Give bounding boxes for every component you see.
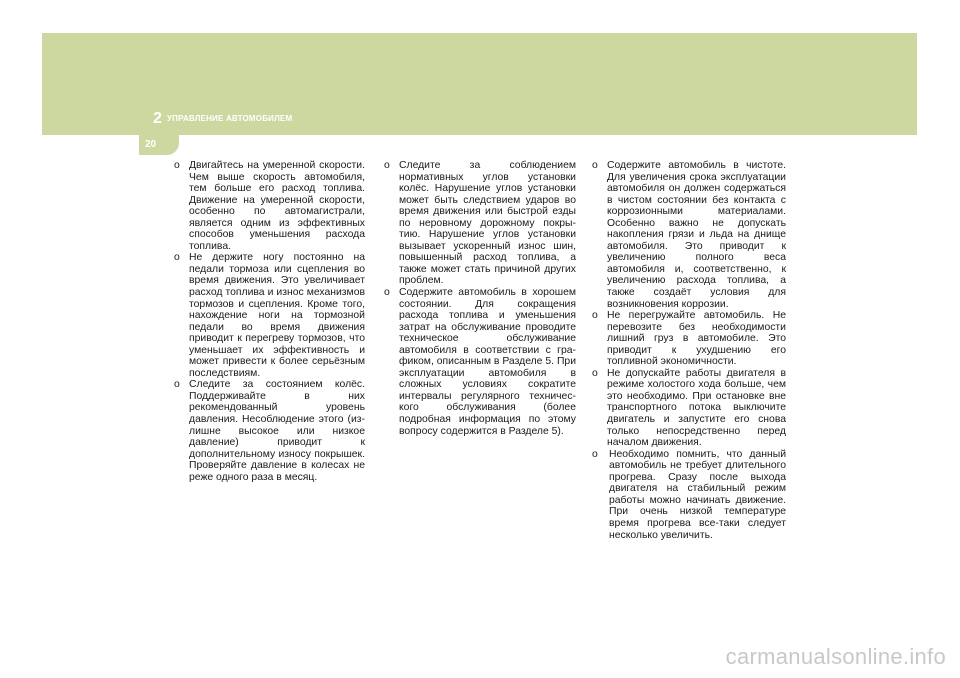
paragraph-text: Необходимо помнить, что данный автомобиль не требует длительного прогрева. Сразу после выхода двигателя на стабильный режим работы можно начинать движение. При очень низкой температуре время прогрева все-таки следует несколько увеличить.	[609, 448, 786, 541]
list-item	[384, 287, 576, 437]
list-item	[592, 310, 786, 368]
paragraph-text: Следите за соблюдением нормативных углов установки колёс. Нарушение углов установки может быть следствием ударов во время движения или быстрой езды по неровному дорожному покрытию. Нарушение углов установки вызывает ускоренный износ шин, повышенный расход топлива, а также может стать причиной других проблем.	[399, 160, 576, 287]
bullet-mark: o	[592, 448, 598, 460]
paragraph-text: Не держите ногу постоянно на педали тормоза или сцепления во время движения. Это увеличивает расход топлива и износ механизмов тормозов и сцепления. Кроме того, нахождение ноги на тормозной педали во время движения приводит к перегреву тормозов, что уменьшает их эффективность и может привести к более серьёзным последствиям.	[189, 252, 365, 379]
text-column-3	[592, 160, 786, 541]
paragraph-text: Двигайтесь на умеренной скорости. Чем выше скорость автомобиля, тем больше его расход топлива. Движение на умеренной скорости, особенно по автомагистрали, является одним из эффективных способов уменьшения расхода топлива.	[189, 160, 365, 252]
paragraph-text: Содержите автомобиль в чистоте. Для увеличения срока эксплуатации автомобиля он должен содержаться в чистом состоянии без контакта с коррозионными материалами. Особенно важно не допускать накопления грязи и льда на днище автомобиля. Это приводит к увеличению полного веса автомобиля и, соответственно, к увеличению расхода топлива, а также создаёт условия для возникновения коррозии.	[607, 160, 786, 310]
bullet-mark: o	[174, 160, 180, 171]
paragraph-text: Не допускайте работы двигателя в режиме холостого хода больше, чем это необходимо. При остановке вне транспортного потока выключите двигатель и запустите его снова только непосредственно перед началом движения.	[607, 367, 786, 449]
bullet-mark: o	[174, 379, 180, 391]
page-number: 20	[145, 139, 157, 150]
bullet-mark: o	[592, 367, 598, 379]
watermark: carmanualsonline.info	[725, 644, 946, 669]
text-column-2	[384, 160, 576, 437]
bullet-mark: o	[174, 252, 180, 264]
bullet-mark: o	[384, 160, 390, 171]
list-item	[174, 160, 365, 252]
paragraph-text: Следите за состоянием колёс. Поддерживайте в них рекомендованный уровень давления. Несоблюдение этого (излишне высокое или низкое давление) приводит к дополнительному износу покрышек. Проверяйте давление в колесах не реже одного раза в месяц.	[189, 379, 365, 483]
list-item	[384, 160, 576, 287]
bullet-mark: o	[384, 287, 390, 299]
list-item	[174, 252, 365, 379]
bullet-mark: o	[592, 310, 598, 322]
text-column-1	[174, 160, 365, 483]
chapter-title: УПРАВЛЕНИЕ АВТОМОБИЛЕМ	[167, 114, 293, 123]
chapter-number: 2	[153, 110, 162, 127]
list-item	[592, 449, 786, 541]
list-item	[592, 368, 786, 449]
bullet-mark: o	[592, 160, 598, 171]
paragraph-text: Содержите автомобиль в хорошем состоянии. Для сокращения расхода топлива и уменьшения затрат на обслуживание проводите техническое обслуживание автомобиля в соответствии с графиком, описанным в Разделе 5. При эксплуатации автомобиля в сложных условиях сократите интервалы регулярного технического обслуживания (более подробная информация по этому вопросу содержится в Разделе 5).	[399, 287, 576, 437]
list-item	[174, 379, 365, 483]
paragraph-text: Не перегружайте автомобиль. Не перевозите без необходимости лишний груз в автомобиле. Это приводит к ухудшению его топливной экономичности.	[607, 310, 786, 368]
list-item	[592, 160, 786, 310]
